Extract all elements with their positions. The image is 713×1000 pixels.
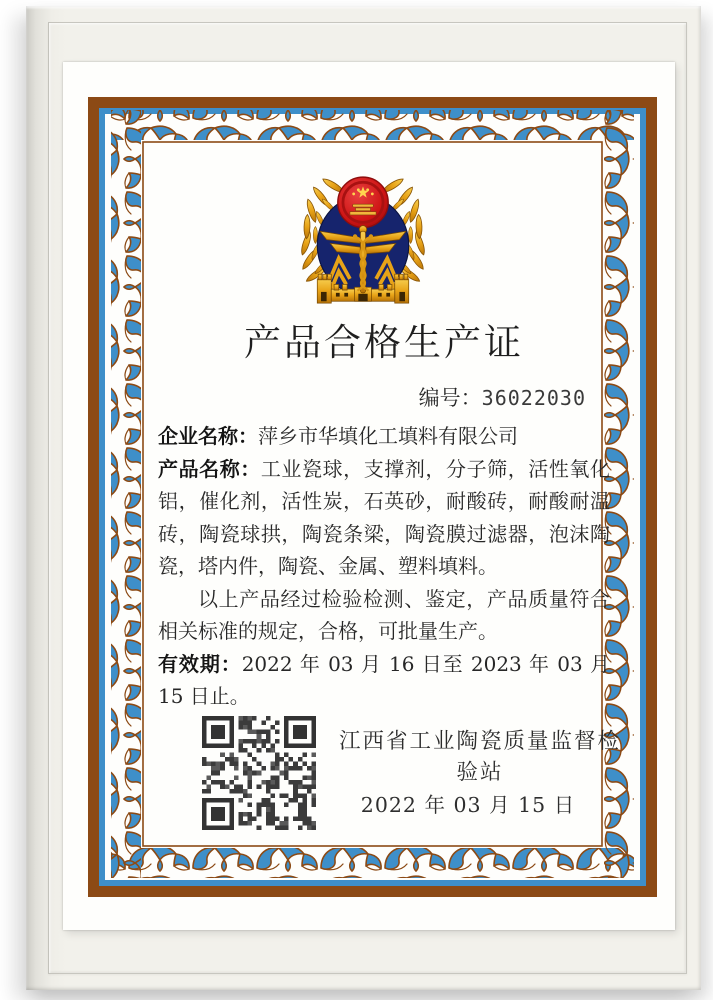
products-label: 产品名称： xyxy=(158,456,261,481)
quality-supervision-emblem-icon xyxy=(293,165,433,310)
company-line xyxy=(158,420,610,453)
certificate-paper xyxy=(63,62,675,930)
validity-value: 2022 年 03 月 16 日至 2023 年 03 月 15 日止。 xyxy=(158,651,610,708)
products-value: 工业瓷球，支撑剂，分子筛，活性氧化铝，催化剂，活性炭，石英砂，耐酸砖，耐酸耐温砖，陶瓷球拱，陶瓷条梁，陶瓷膜过滤器，泡沫陶瓷，塔内件，陶瓷、金属、塑料填料。 xyxy=(158,456,611,578)
products-paragraph xyxy=(158,453,610,583)
issue-date: 2022 年 03 月 15 日 xyxy=(360,793,576,817)
company-label: 企业名称： xyxy=(158,424,258,448)
serial-number-line xyxy=(158,382,586,412)
issuer-name: 江西省工业陶瓷质量监督检验站 xyxy=(338,729,621,785)
validity-line xyxy=(158,648,610,713)
certificate-title: 产品合格生产证 xyxy=(244,321,524,364)
conformity-statement: 以上产品经过检验检测、鉴定，产品质量符合相关标准的规定，合格，可批量生产。 xyxy=(158,586,610,643)
national-emblem xyxy=(338,177,388,227)
certificate-body xyxy=(158,420,610,713)
qr-code xyxy=(202,716,316,830)
serial-value: 36022030 xyxy=(481,386,586,410)
company-value: 萍乡市华填化工填料有限公司 xyxy=(258,424,518,448)
serial-label: 编号： xyxy=(418,386,482,410)
validity-label: 有效期： xyxy=(158,651,242,676)
